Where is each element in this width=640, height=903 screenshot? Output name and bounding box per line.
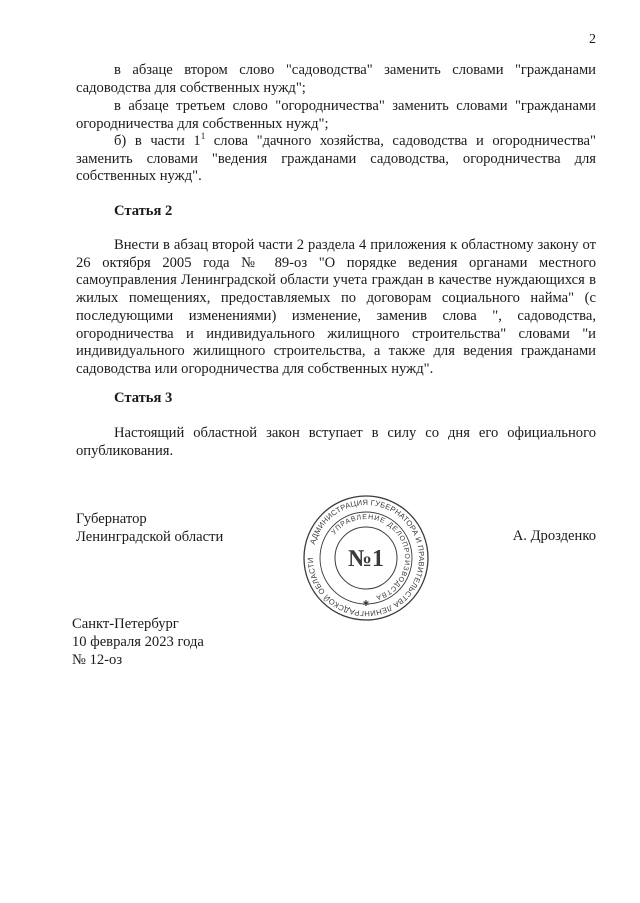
signature-title-line1: Губернатор <box>76 511 147 527</box>
article-2-text: Внести в абзац второй части 2 раздела 4 приложения к областному закону от 26 октября 2005 года № 89-оз "О порядке ведения органами местного самоуправления Ленинградской области учета граждан в качестве нуждающихся в жилых помещениях, предоставляемых по договорам социального найма" (с последующими изменениями) изменение, заменив слова ", садоводства, огородничества и индивидуального жилищного строительства" словами "и индивидуального жилищного строительства, а также для ведения гражданами садоводства или огородничества для собственных нужд". <box>76 237 596 377</box>
seal-inner-text: УПРАВЛЕНИЕ ДЕЛОПРОИЗВОДСТВА <box>330 513 411 601</box>
paragraph-part-b-suffix: слова "дачного хозяйства, садоводства и огородничества" заменить словами "ведения гражданами садоводства, огородничества для собственных нужд". <box>76 133 596 185</box>
article-2-heading: Статья 2 <box>114 203 173 219</box>
paragraph-part-b-prefix: б) в части 1 <box>114 133 201 149</box>
signing-place <box>72 615 204 669</box>
paragraph-abzac-third: в абзаце третьем слово "огородничества" заменить словами "гражданами огородничества для собственных нужд"; <box>76 98 596 132</box>
seal-outer-text: АДМИНИСТРАЦИЯ ГУБЕРНАТОРА И ПРАВИТЕЛЬСТВА ЛЕНИНГРАДСКОЙ ОБЛАСТИ <box>305 497 427 619</box>
article-3-heading: Статья 3 <box>114 390 173 406</box>
signature-title <box>76 510 223 546</box>
signature-title-line2: Ленинградской области <box>76 529 224 545</box>
page-number: 2 <box>589 32 596 47</box>
signing-date: 10 февраля 2023 года <box>72 634 204 650</box>
signing-city: Санкт-Петербург <box>72 616 179 632</box>
superscript-index: 1 <box>200 131 206 142</box>
official-seal <box>302 494 430 622</box>
paragraph-part-b <box>76 133 596 186</box>
signature-name: А. Дрозденко <box>512 528 596 544</box>
seal-number: №1 <box>347 546 385 572</box>
paragraph-abzac-second: в абзаце втором слово "садоводства" заменить словами "гражданами садоводства для собственных нужд"; <box>76 62 596 96</box>
article-3-text: Настоящий областной закон вступает в силу со дня его официального опубликования. <box>76 425 596 459</box>
law-number: № 12-оз <box>72 652 123 668</box>
seal-star-icon: ✱ <box>362 599 370 608</box>
